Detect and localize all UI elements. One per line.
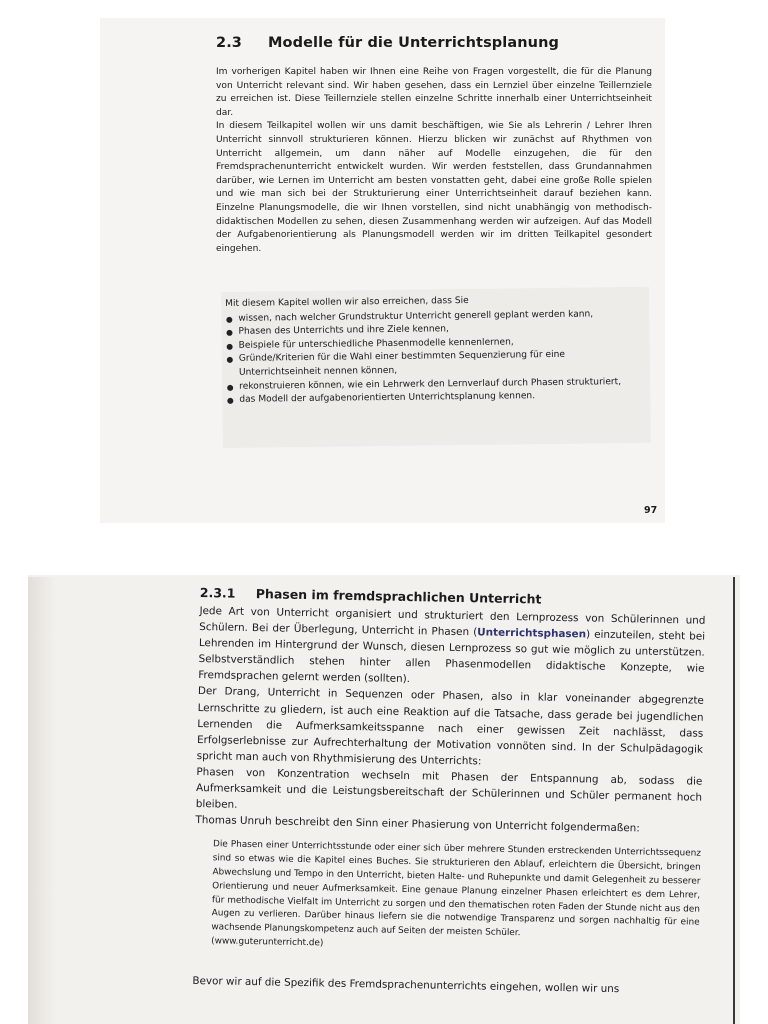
quote-source: (www.guterunterricht.de) (211, 936, 324, 949)
body-paragraph-1 (198, 603, 705, 693)
goal-item: das Modell der aufgabenorientierten Unterrichtsplanung kennen. (226, 389, 646, 408)
body-paragraph-3: Phasen von Konzentration wechseln mit Phasen der Entspannung ab, sodass die Aufmerksamkeit und die Leistungsbereitschaft der Schülerinnen und Schüler permanent hoch bleiben. (195, 765, 703, 811)
goal-item: Beispiele für unterschiedliche Phasenmodelle kennenlernen, (226, 335, 646, 354)
subsection-title: Phasen im fremdsprachlichen Unterricht (255, 586, 542, 607)
cut-off-line: Bevor wir auf die Spezifik des Fremdsprachenunterrichts eingehen, wollen wir uns (192, 974, 620, 995)
goal-item: Gründe/Kriterien für die Wahl einer bestimmten Sequenzierung für eine Unterrichtseinheit nennen können, (226, 348, 646, 380)
section-title: Modelle für die Unterrichtsplanung (268, 35, 559, 51)
body-paragraph-2: Der Drang, Unterricht in Sequenzen oder Phasen, also in klar voneinander abgegrenzte Lernschritte zu gliedern, ist auch eine Reaktion auf die Tatsache, dass gerade bei jugendlichen Lernenden die Aufmerksamkeitsspanne nach einer gewissen Zeit nachlässt, dass Erfolgserlebnisse zur Aufrechterhaltung der Motivation vonnöten sind. In der Schulpädagogik spricht man auch von Rhythmisierung des Unterrichts: (196, 685, 704, 768)
p1-text-end: ) einzuteilen, steht bei Lehrenden im Hintergrund der Wunsch, diesen Lernprozess so gut wie möglich zu unterstützen. Selbstverständlich stehen hinter allen Phasenmodellen didaktische Konzepte, wie Fremdsprachen gelernt werden (sollten). (198, 628, 706, 686)
body-paragraph-4: Thomas Unruh beschreibt den Sinn einer Phasierung von Unterricht folgendermaßen: (195, 814, 640, 835)
p1-text-start: Jede Art von Unterricht organisiert und strukturiert den Lernprozess von Schülerinnen und Schülern. Bei der Überlegung, Unterricht in Phasen ( (199, 604, 706, 639)
subsection-content (192, 585, 706, 998)
intro-paragraph-1: Im vorherigen Kapitel haben wir Ihnen eine Reihe von Fragen vorgestellt, die für die Planung von Unterricht relevant sind. Wir haben gesehen, dass ein Lernziel über einzelne Teillernziele zu erreichen ist. Diese Teillernziele stellen einzelne Schritte innerhalb einer Unterrichtseinheit dar. (216, 67, 652, 118)
quote-text: Die Phasen einer Unterrichtsstunde oder einer sich über mehrere Stunden erstreckenden Unterrichtssequenz sind so etwas wie die Kapitel eines Buches. Sie strukturieren den Ablauf, erleichtern die Übersicht, bringen Abwechslung und Tempo in den Unterricht, bieten Halte- und Ruhepunkte und damit Gelegenheit zu besserer Orientierung und neuer Aufmerksamkeit. Eine genaue Planung einzelner Phasen erleichtert es dem Lehrer, für methodische Vielfalt im Unterricht zu sorgen und den thematischen roten Faden der Stunde nicht aus den Augen zu verlieren. Darüber hinaus liefern sie die notwendige Transparenz und sorgen nachhaltig für eine wachsende Planungskompetenz auch auf Seiten der meisten Schüler. (211, 839, 702, 939)
section-heading (216, 35, 559, 51)
goal-item: Phasen des Unterrichts und ihre Ziele kennen, (225, 321, 645, 340)
intro-text (216, 66, 652, 256)
binding-shadow (28, 577, 56, 1024)
goal-item: rekonstruieren können, wie ein Lehrwerk den Lernverlauf durch Phasen strukturiert, (226, 375, 646, 394)
subsection-body (195, 603, 705, 838)
goals-list (225, 307, 646, 407)
goals-intro: Mit diesem Kapitel wollen wir also erreichen, dass Sie (225, 295, 469, 309)
block-quote (211, 839, 701, 959)
section-number: 2.3 (216, 35, 242, 51)
intro-paragraph-2: In diesem Teilkapitel wollen wir uns damit beschäftigen, wie Sie als Lehrerin / Lehrer Ihren Unterricht sinnvoll strukturieren können. Hierzu blicken wir zunächst auf Rhythmen von Unterricht allgemein, um dann näher auf Modelle einzugehen, die für den Fremdsprachenunterricht entwickelt wurden. Wir werden feststellen, dass Grundannahmen darüber, wie Lernen im Unterricht am besten vonstatten geht, dabei eine große Rolle spielen und wie man sich bei der Strukturierung einer Unterrichtseinheit darauf beziehen kann. Einzelne Planungsmodelle, die wir Ihnen vorstellen, sind nicht unabhängig von methodisch-didaktischen Modellen zu sehen, diesen Zusammenhang werden wir aufzeigen. Auf das Modell der Aufgabenorientierung als Planungsmodell werden wir im dritten Teilkapitel gesondert eingehen. (216, 121, 652, 254)
page-number: 97 (644, 505, 658, 516)
subsection-number: 2.3.1 (199, 585, 236, 601)
learning-goals-box (221, 287, 651, 448)
page-edge-line (733, 577, 735, 1024)
keyword-unterrichtsphasen: Unterrichtsphasen (477, 626, 587, 641)
goal-item: wissen, nach welcher Grundstruktur Unterricht generell geplant werden kann, (225, 307, 645, 326)
